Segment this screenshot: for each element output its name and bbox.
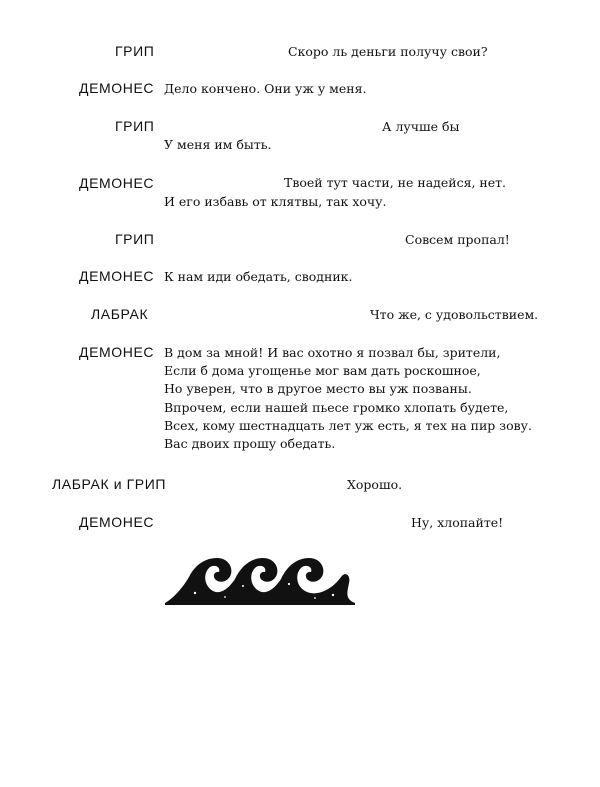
- dialogue-line: Скоро ль деньги получу свои?: [288, 44, 488, 59]
- dialogue-line: Если б дома угощенье мог вам дать роскошное,: [164, 363, 481, 378]
- speaker-name: ДЕМОНЕС: [79, 268, 155, 284]
- dialogue-line: Но уверен, что в другое место вы уж позваны.: [164, 381, 472, 396]
- speaker-name: ДЕМОНЕС: [79, 175, 155, 191]
- dialogue-line: Ну, хлопайте!: [411, 515, 504, 530]
- dialogue-line: Всех, кому шестнадцать лет уж есть, я тех на пир зову.: [164, 418, 532, 433]
- speaker-name: ГРИП: [115, 231, 155, 247]
- dialogue-line: Что же, с удовольствием.: [370, 307, 539, 322]
- speaker-name: ЛАБРАК: [91, 306, 149, 322]
- dialogue-line: К нам иди обедать, сводник.: [164, 269, 353, 284]
- speaker-name: ДЕМОНЕС: [79, 80, 155, 96]
- dialogue-line: Твоей тут части, не надейся, нет.: [284, 175, 507, 190]
- wave-ornament-icon: [165, 553, 355, 605]
- dialogue-line: А лучше бы: [382, 119, 460, 134]
- speaker-name: ДЕМОНЕС: [79, 344, 155, 360]
- dialogue-line: В дом за мной! И вас охотно я позвал бы, зрители,: [164, 345, 501, 360]
- dialogue-line: Вас двоих прошу обедать.: [164, 436, 336, 451]
- speaker-name: ЛАБРАК и ГРИП: [52, 476, 167, 492]
- dialogue-line: Дело кончено. Они уж у меня.: [164, 81, 367, 96]
- speaker-name: ГРИП: [115, 43, 155, 59]
- dialogue-line: Совсем пропал!: [405, 232, 510, 247]
- dialogue-line: И его избавь от клятвы, так хочу.: [164, 194, 387, 209]
- dialogue-line: Впрочем, если нашей пьесе громко хлопать будете,: [164, 400, 509, 415]
- dialogue-line: Хорошо.: [347, 477, 403, 492]
- speaker-name: ГРИП: [115, 118, 155, 134]
- dialogue-line: У меня им быть.: [164, 137, 272, 152]
- speaker-name: ДЕМОНЕС: [79, 514, 155, 530]
